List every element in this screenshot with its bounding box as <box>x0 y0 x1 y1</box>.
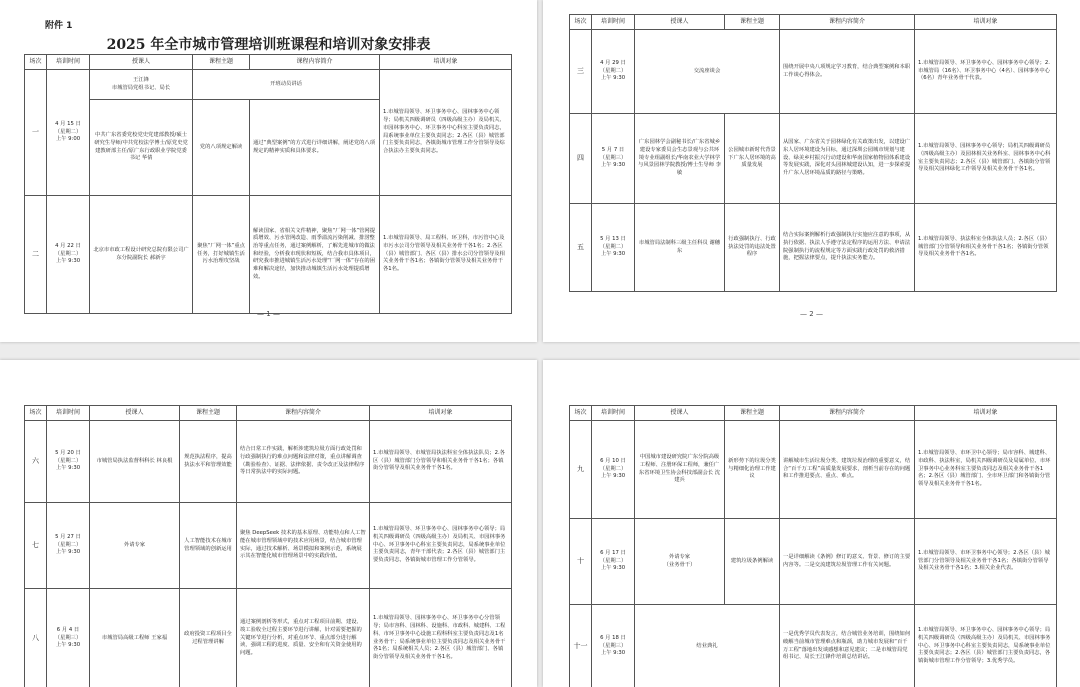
content-cell: 讲解城市生活垃圾分类、建筑垃圾治理的重要意义，结合“百千万工程”高质量发展要求，剖析当前存在的问题和工作推进要点、重点、难点。 <box>780 421 915 519</box>
audience-cell: 1.市城管局领导、局工程科、环卫科，市污管中心及市污水公司分管领导及相关业务骨干各1名；2.各区（县）城管部门、各区（县）排水公司分管领导及相关业务骨干各1名；各镇街分管领导及相关业务骨干各1名。 <box>380 196 512 314</box>
topic-cell: 公园城市新时代背景下广东人居环境的高质量发展 <box>725 114 780 204</box>
lecturer-cell: 中国城市建设研究院广东分院高级工程师、注册环保工程师，兼任广东省环境卫生协会科技部副会长 沈建兵 <box>635 421 725 519</box>
session-number: 五 <box>570 204 592 292</box>
table-header-row <box>25 406 512 421</box>
header-time: 培训时间 <box>47 55 90 70</box>
session-time: 6 月 4 日 （星期三） 上午 9:30 <box>47 589 90 687</box>
content-cell: 一是详细解读《条例》修订的意义、背景、修订的主要内容等。二是交流建筑垃圾管理工作有关问题。 <box>780 519 915 605</box>
lecturer-cell: 市城管局法制科三级主任科员 谢穗东 <box>635 204 725 292</box>
session-time: 4 月 22 日 （星期二） 上午 9:30 <box>47 196 90 314</box>
lecturer-cell: 交流座谈会 <box>635 30 780 114</box>
document-page-3 <box>0 360 537 687</box>
audience-cell: 1.市城管局领导、园林事务中心领导；局机关四级调研员（四级高级主办）及园林相关业务科室、园林事务中心科室主要负责同志；2.各区（县）城管部门、各镇街分管领导及相关园林绿化工作领导及相关业务骨干各1名。 <box>915 114 1057 204</box>
lecturer-cell: 外请专家 <box>90 503 180 589</box>
content-cell: 围绕开展中央八项规定学习教育，结合典型案例和本职工作谈心得体会。 <box>780 30 915 114</box>
content-cell: 解读国家、省相关文件精神，聚焦“厂网一体”管网提质增效、污水管网改造、雨季溢流污染削减、排涝整治等重点任务，通过案例解析，了解先进城市的做法和经验，分析我市现状和短板，结合我市具体项目，研究我市推进城镇生活污水处理“厂网一体”存在的困难和解决途径，加快推动城镇生活污水处理提质增效。 <box>250 196 380 314</box>
header-session: 场次 <box>25 55 47 70</box>
header-content: 课程内容简介 <box>237 406 370 421</box>
audience-cell: 1.市城管局领导、环卫事务中心、园林事务中心领导；局机关四级调研员（四级高级主办）及局机关、市园林事务中心、环卫事务中心科室主要负责同志，局系统事业单位主要负责同志；2.各区（县）城管部门主要负责同志，各镇街城市管理工作分管领导；3.优秀学员。 <box>915 605 1057 687</box>
topic-cell: 开班动员讲话 <box>193 70 380 100</box>
content-cell: 通过案例剖析等形式，重点对工程项目前期、建设、竣工验收全过程主要环节进行讲解，针对需要把握的关键环节进行分析，对重点环节、重点部分进行解读，强调工程的进度、质量、安全和有关资金使用的问题。 <box>237 589 370 687</box>
page-number: — 2 — <box>800 310 823 318</box>
header-time: 培训时间 <box>592 15 635 30</box>
header-lecturer: 授课人 <box>90 55 193 70</box>
content-cell: 结合日常工作实践，解析涉建筑垃圾方面行政处罚和行政强制执行的难点问题和法律对策，重点讲解调查（勘验检查）、证据、法律依据、责令改正及法律程序等日常执法中的实际问题。 <box>237 421 370 503</box>
audience-cell: 1.市城管局领导、环卫事务中心、园林事务中心领导；2.市城管局（16名）、环卫事务中心（4名）、园林事务中心（6名）青年业务骨干代表。 <box>915 30 1057 114</box>
content-cell: 从国家、广东省关于园林绿化有关政策出发，以建设广东人居环境建设为目标，通过深圳公园城市规划与建设、绿美乡村振兴行动建设和华南国家植物园体系建设等发展实践，深化对头园林城建设认知，进一步探索提升广东人居环境品质的路径与策略。 <box>780 114 915 204</box>
topic-cell: 行政强制执行、行政执法处罚的违法处置程序 <box>725 204 780 292</box>
topic-cell: 新形势下的垃圾分类与精细化治理工作建议 <box>725 421 780 519</box>
table-row <box>25 196 512 314</box>
lecturer-cell: 外请专家 （业务骨干） <box>635 519 725 605</box>
session-number: 九 <box>570 421 592 519</box>
session-time: 5 月 7 日 （星期三） 上午 9:30 <box>592 114 635 204</box>
session-number: 一 <box>25 70 47 196</box>
session-number: 七 <box>25 503 47 589</box>
session-number: 十一 <box>570 605 592 687</box>
header-time: 培训时间 <box>592 406 635 421</box>
content-cell: 通过“典型案例”的方式进行详细讲解，阐述党的八项规定的精神实质和具体要求。 <box>250 100 380 196</box>
page-number: — 1 — <box>257 310 280 318</box>
topic-cell: 人工智能技术在城市管理领域的创新运用 <box>180 503 237 589</box>
table-row <box>25 421 512 503</box>
audience-cell: 1.市城管局领导、市城管局执法科室全体执法队员；2.各区（县）城管部门分管领导和相关业务骨干各1名；各镇街分管领导及相关业务骨干各1名。 <box>370 421 512 503</box>
lecturer-cell: 广东园林学会副秘书长/广东省城乡建设专家委员会生态景观与公共环境专业组副组长/华南农业大学林学与风景园林学院教授/博士生导师 李敏 <box>635 114 725 204</box>
audience-cell: 1.市城管局领导、环卫事务中心、园林事务中心领导；局机关四级调研员（四级高级主办）及局机关、市园林事务中心、环卫事务中心科室主要负责同志，局系统事业单位主要负责同志；2.各区（县）城管部门主要负责同志，各镇街城市管理工作分管领导及综合执法办主要负责同志。 <box>380 70 512 196</box>
table-row <box>25 589 512 687</box>
header-lecturer: 授课人 <box>635 406 725 421</box>
content-cell: 一是优秀学员代表发言，结合城管业务培训，围绕如何破解当前城市管理难点和瓶颈，助力城市发展和“百千万工程”落地出发谈感想和意见建议；二是市城管局党组书记、局长王江锋作培训总结讲话。 <box>780 605 915 687</box>
topic-cell: 聚焦“厂网一体”重点任务，打好城镇生活污水治理攻坚战 <box>193 196 250 314</box>
attachment-label: 附件 1 <box>45 21 73 31</box>
topic-cell: 党的八项规定解读 <box>193 100 250 196</box>
session-number: 十 <box>570 519 592 605</box>
lecturer-cell: 王江锋 市城管局党组书记、局长 <box>90 70 193 100</box>
lecturer-cell: 市城管局执法监督科科长 林良根 <box>90 421 180 503</box>
session-time: 5 月 27 日 （星期二） 上午 9:30 <box>47 503 90 589</box>
header-topic: 课程主题 <box>193 55 250 70</box>
document-page-1 <box>0 0 537 342</box>
header-audience: 培训对象 <box>915 15 1057 30</box>
header-content: 课程内容简介 <box>780 15 915 30</box>
table-row <box>25 70 512 100</box>
header-time: 培训时间 <box>47 406 90 421</box>
session-number: 四 <box>570 114 592 204</box>
header-audience: 培训对象 <box>370 406 512 421</box>
header-session: 场次 <box>570 406 592 421</box>
session-time: 5 月 20 日 （星期二） 上午 9:30 <box>47 421 90 503</box>
schedule-table-page-2 <box>569 14 1057 292</box>
topic-cell: 政府投资工程项目全过程管理讲解 <box>180 589 237 687</box>
table-row <box>570 114 1057 204</box>
table-header-row <box>25 55 512 70</box>
document-title: 2025 年全市城市管理培训班课程和培训对象安排表 <box>106 37 431 53</box>
header-audience: 培训对象 <box>915 406 1057 421</box>
session-number: 六 <box>25 421 47 503</box>
header-session: 场次 <box>570 15 592 30</box>
session-time: 6 月 17 日 （星期二） 上午 9:30 <box>592 519 635 605</box>
lecturer-cell: 北京市市政工程设计研究总院有限公司广东分院副院长 郝新宇 <box>90 196 193 314</box>
table-row <box>570 30 1057 114</box>
table-row <box>570 204 1057 292</box>
schedule-table-page-3 <box>24 405 512 687</box>
header-content: 课程内容简介 <box>250 55 380 70</box>
content-cell: 聚焦 DeepSeek 技术的基本原理、功能特点和人工智能在城市管理领域中的技术应用场景，结合城市管理实际，通过技术解析、场景模拟和案例示范，系统展示其在智能化城市管理场景中的实践价值。 <box>237 503 370 589</box>
table-row <box>570 421 1057 519</box>
session-time: 4 月 29 日 （星期二） 上午 9:30 <box>592 30 635 114</box>
header-session: 场次 <box>25 406 47 421</box>
table-row <box>570 519 1057 605</box>
table-header-row <box>570 15 1057 30</box>
session-time: 6 月 10 日 （星期二） 上午 9:30 <box>592 421 635 519</box>
schedule-table-page-1 <box>24 54 512 314</box>
document-page-2 <box>543 0 1080 342</box>
session-time: 4 月 15 日 （星期二） 上午 9:00 <box>47 70 90 196</box>
audience-cell: 1.市城管局领导、市环卫中心领导；局市容科、城建科、市政科、执法科室，局机关四级调研员及局属单位、市环卫事务中心业务科室主要负责同志及相关业务骨干各1名；2.各区（县）城管部门、全市环卫部门和各镇街分管领导及相关业务骨干各1名。 <box>915 421 1057 519</box>
header-lecturer: 授课人 <box>635 15 725 30</box>
header-topic: 课程主题 <box>725 406 780 421</box>
session-number: 二 <box>25 196 47 314</box>
topic-cell: 建筑垃圾条例解读 <box>725 519 780 605</box>
header-topic: 课程主题 <box>180 406 237 421</box>
session-time: 6 月 18 日 （星期三） 上午 9:30 <box>592 605 635 687</box>
audience-cell: 1.市城管局领导、环卫事务中心、园林事务中心领导；局机关四级调研员（四级高级主办）及局机关、市园林事务中心、环卫事务中心科室主要负责同志，局系统事业单位主要负责同志，青年干部代表；2.各区（县）城管部门主要负责同志，各镇街城市管理工作分管领导。 <box>370 503 512 589</box>
session-time: 5 月 13 日 （星期二） 上午 9:30 <box>592 204 635 292</box>
header-content: 课程内容简介 <box>780 406 915 421</box>
lecturer-cell: 结业典礼 <box>635 605 780 687</box>
lecturer-cell: 中共广东省委党校党史党建部教授/硕士研究生导师/中共党校法学博士/原党史党建教研部主任/原广东行政职业学院党委书记 华倩 <box>90 100 193 196</box>
header-audience: 培训对象 <box>380 55 512 70</box>
header-topic: 课程主题 <box>725 15 780 30</box>
audience-cell: 1.市城管局领导、园林事务中心、环卫事务中心分管领导；局市容科、园林科、设施科、市政科、城建科、工程科、市环卫事务中心设施工程科科室主要负责同志及1名业务骨干；局系统事业单位主要负责同志及相关业务骨干各1名；局系统相关人员；2.各区（县）城管部门、各镇街分管领导及相关业务骨干各1名。 <box>370 589 512 687</box>
header-lecturer: 授课人 <box>90 406 180 421</box>
content-cell: 结合实际案例解析行政强制执行实施应注意的事项，从执行依据、执法人手遵守法定程序的运用方法、申请法院强制执行的流程规定等方面实践行政处罚的救济措施，把握法律要点，提升执法实务能力。 <box>780 204 915 292</box>
audience-cell: 1.市城管局领导、市环卫事务中心领导；2.各区（县）城管部门分管领导及相关业务骨干各1名；各镇街分管领导及相关业务骨干各1名；3.相关企业代表。 <box>915 519 1057 605</box>
document-page-4 <box>543 360 1080 687</box>
session-number: 三 <box>570 30 592 114</box>
table-row <box>25 503 512 589</box>
lecturer-cell: 市城管局高级工程师 王家福 <box>90 589 180 687</box>
table-header-row <box>570 406 1057 421</box>
schedule-table-page-4 <box>569 405 1057 687</box>
topic-cell: 规范执法程序，提高执法水平和管理效能 <box>180 421 237 503</box>
session-number: 八 <box>25 589 47 687</box>
audience-cell: 1.市城管局领导、执法科室全体执法人员；2.各区（县）城管部门分管领导和相关业务骨干各1名；各镇街分管领导及相关业务骨干各1名。 <box>915 204 1057 292</box>
table-row <box>570 605 1057 687</box>
